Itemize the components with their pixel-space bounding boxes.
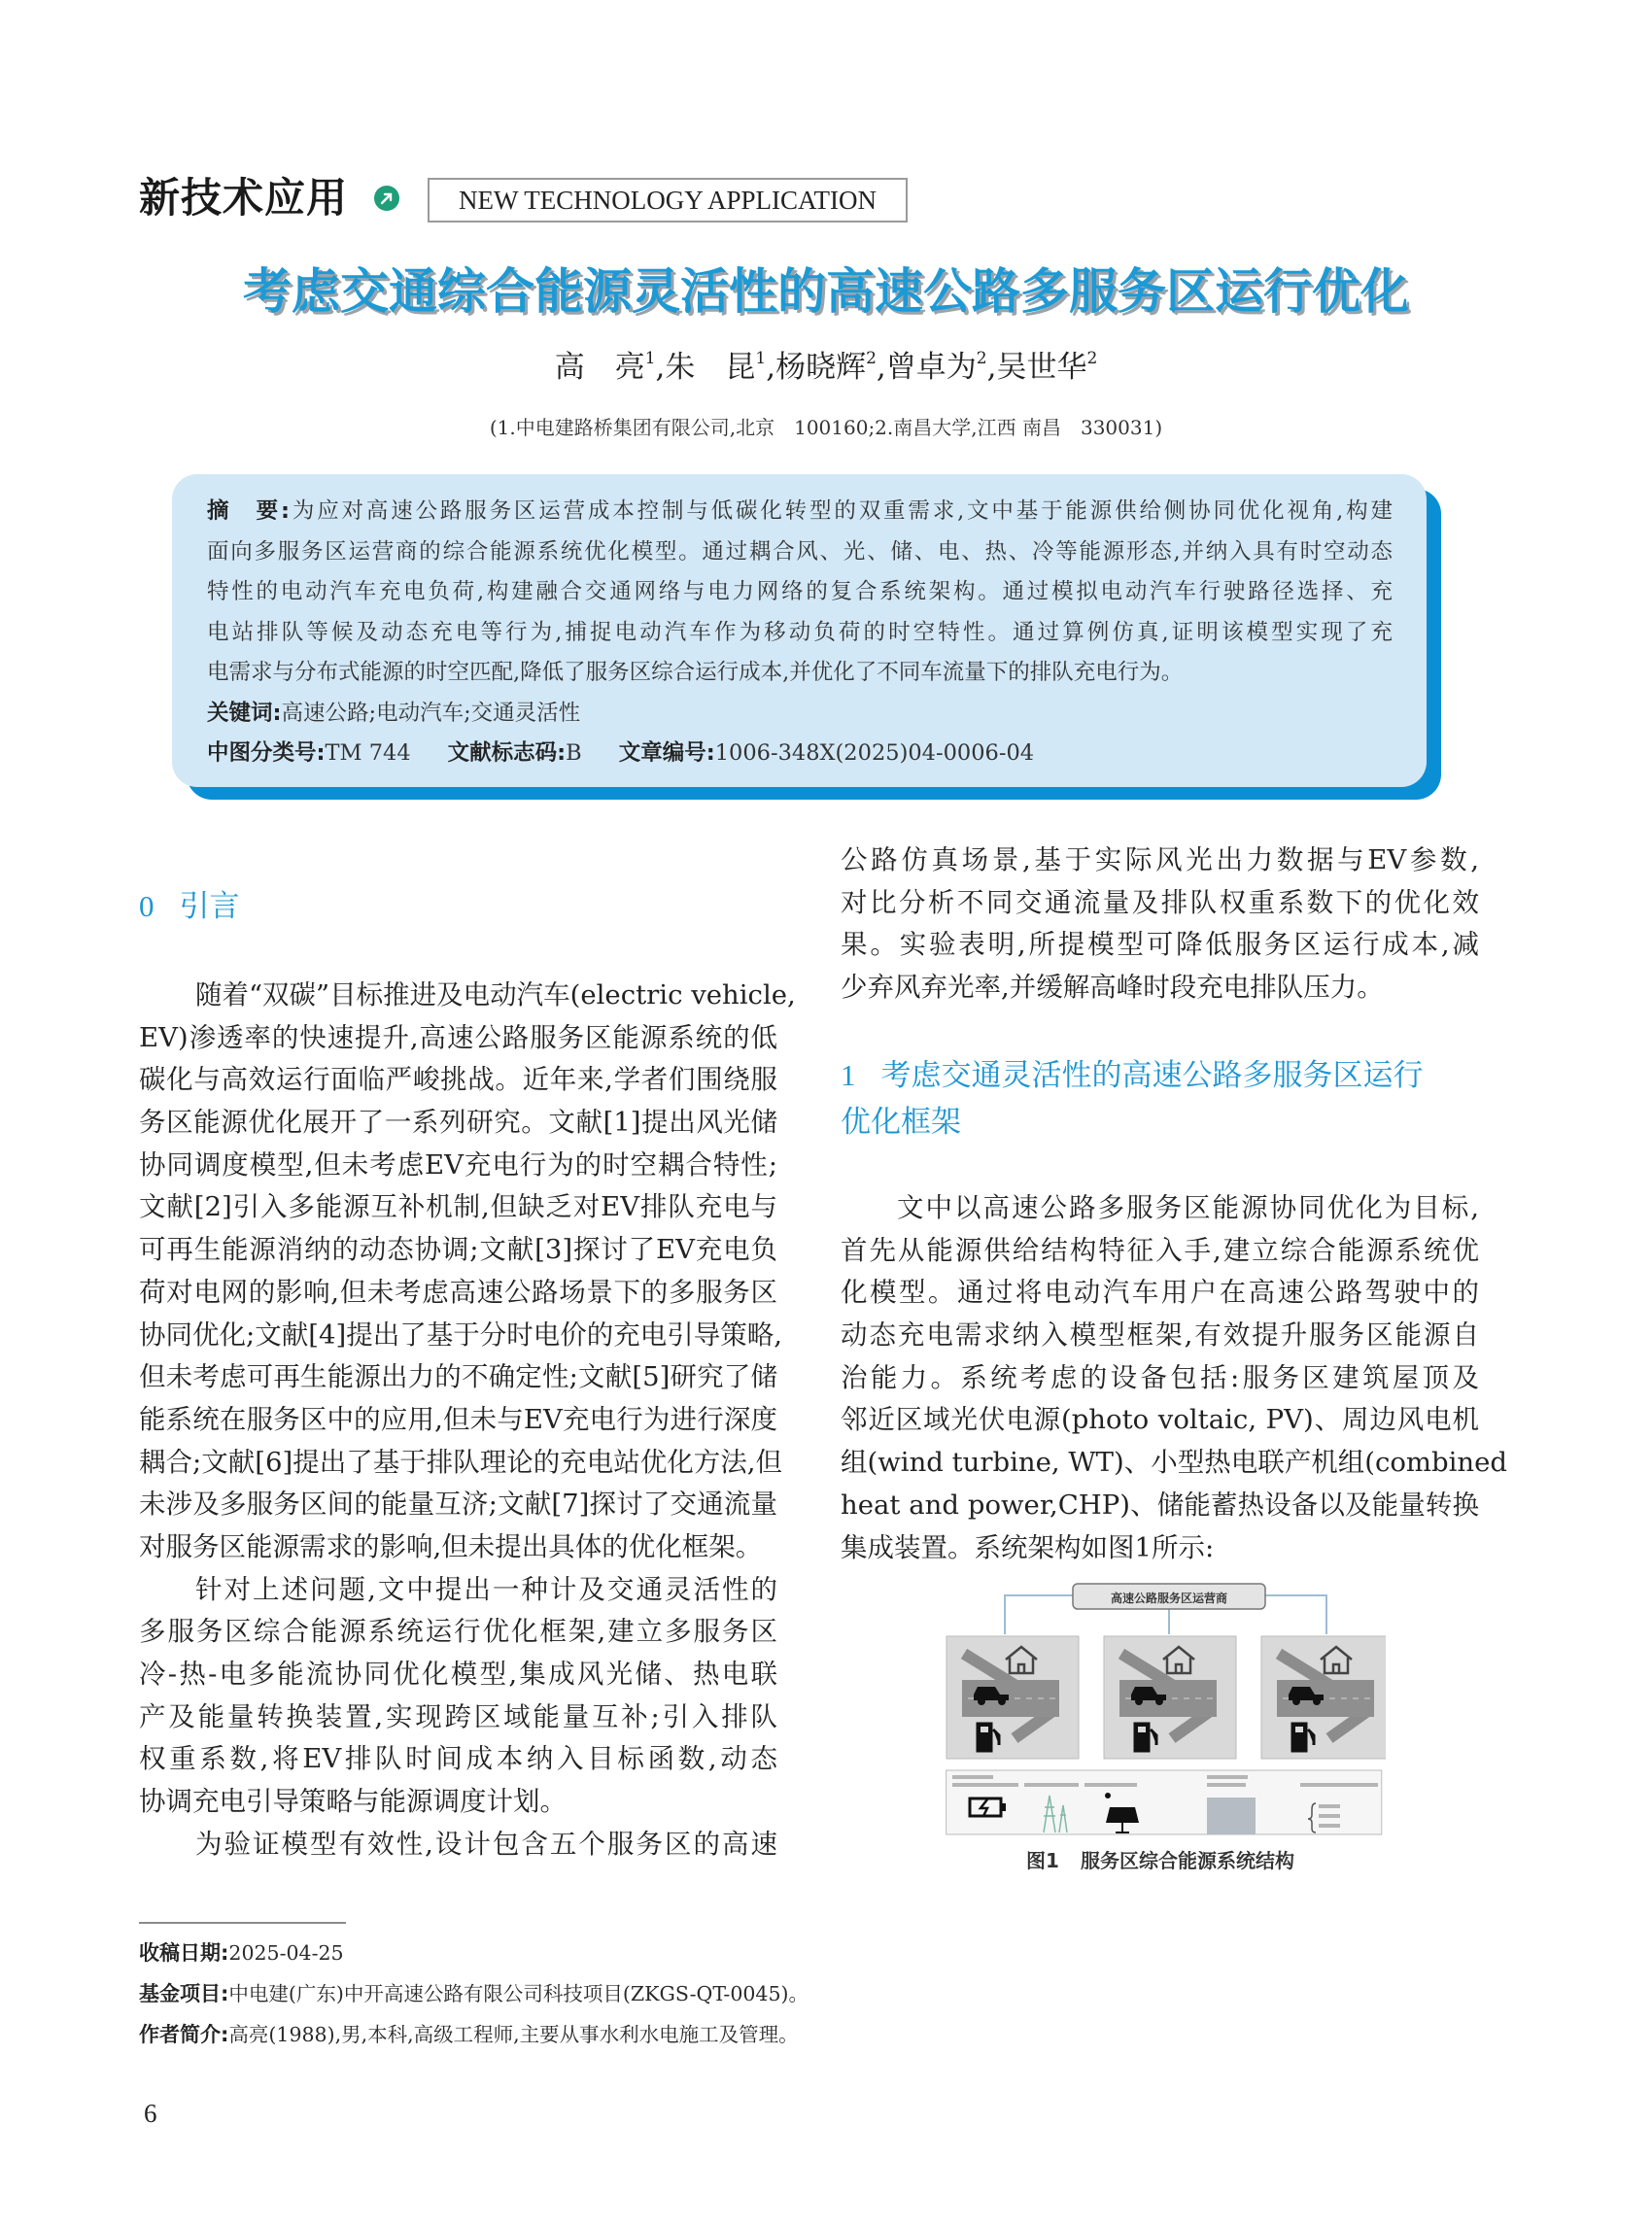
doc-code-label: 文献标志码:	[447, 740, 567, 766]
queue-photo-icon	[1207, 1798, 1256, 1834]
text-line: 果。实验表明,所提模型可降低服务区运行成本,减	[841, 929, 1479, 961]
column-name-en: NEW TECHNOLOGY APPLICATION	[428, 178, 908, 223]
abstract-line: 面向多服务区运营商的综合能源系统优化模型。通过耦合风、光、储、电、热、冷等能源形态,并纳入具有时空动态	[207, 538, 1393, 565]
section-title-line: 优化框架	[841, 1105, 961, 1140]
operator-label: 高速公路服务区运营商	[1110, 1592, 1228, 1605]
figure-caption-text: 服务区综合能源系统结构	[1080, 1849, 1294, 1872]
author-bio-label: 作者简介:	[139, 2023, 229, 2046]
author-separator: ,	[766, 350, 776, 385]
text-line: 随着“双碳”目标推进及电动汽车(electric vehicle,	[195, 979, 796, 1010]
author-separator: ,	[655, 350, 666, 385]
text-line: 能系统在服务区中的应用,但未与EV充电行为进行深度	[139, 1403, 777, 1435]
article-no-value: 1006-348X(2025)04-0006-04	[714, 740, 1035, 766]
article-no-label: 文章编号:	[618, 740, 715, 766]
column-name: 新技术应用	[139, 174, 349, 222]
author-affiliation-mark: 1	[755, 349, 767, 368]
author-list	[0, 346, 1652, 389]
fund-project	[139, 1979, 809, 2008]
text-line: 耦合;文献[6]提出了基于排队理论的充电站优化方法,但	[139, 1446, 782, 1478]
author-name: 朱 昆	[665, 350, 756, 385]
text-line: 碳化与高效运行面临严峻挑战。近年来,学者们围绕服	[139, 1064, 777, 1096]
author-affiliation-mark: 1	[644, 349, 656, 368]
abstract-label: 摘 要:	[207, 498, 291, 524]
text-line: 荷对电网的影响,但未考虑高速公路场景下的多服务区	[139, 1276, 777, 1308]
text-line: 对服务区能源需求的影响,但未提出具体的优化框架。	[139, 1530, 763, 1562]
fund-value: 中电建(广东)中开高速公路有限公司科技项目(ZKGS-QT-0045)。	[228, 1982, 809, 2005]
text-line: 文献[2]引入多能源互补机制,但缺乏对EV排队充电与	[139, 1191, 777, 1223]
service-area-panel	[1261, 1636, 1386, 1759]
arrow-up-right-circle-icon	[374, 186, 399, 211]
page-number: 6	[144, 2099, 157, 2128]
doc-code-value: B	[566, 740, 582, 766]
author-bio	[139, 2020, 799, 2049]
keywords-row	[207, 694, 1393, 735]
section-title-line: 考虑交通灵活性的高速公路多服务区运行	[880, 1058, 1424, 1093]
text-line: 多服务区综合能源系统运行优化框架,建立多服务区	[139, 1616, 777, 1648]
keywords-label: 关键词:	[207, 700, 282, 726]
section-number: 1	[841, 1058, 856, 1092]
text-line: 文中以高速公路多服务区能源协同优化为目标,	[897, 1192, 1479, 1223]
figure-1	[935, 1578, 1386, 1838]
author-name: 吴世华	[996, 350, 1087, 385]
text-line: 集成装置。系统架构如图1所示:	[841, 1531, 1215, 1563]
abstract	[207, 492, 1393, 774]
abstract-line: 电站排队等候及动态充电等行为,捕捉电动汽车作为移动负荷的时空特性。通过算例仿真,证明该模型实现了充	[207, 619, 1393, 645]
text-line: 协调充电引导策略与能源调度计划。	[139, 1786, 567, 1818]
clc-label: 中图分类号:	[207, 740, 326, 766]
text-line: 公路仿真场景,基于实际风光出力数据与EV参数,	[841, 844, 1479, 875]
text-line: 对比分析不同交通流量及排队权重系数下的优化效	[841, 886, 1479, 918]
system-structure-diagram	[935, 1578, 1386, 1838]
article-title: 考虑交通综合能源灵活性的高速公路多服务区运行优化	[243, 263, 1409, 320]
footnote-divider	[139, 1922, 346, 1924]
author-name: 杨晓辉	[775, 350, 867, 385]
section-heading-intro	[139, 884, 240, 929]
text-line: 动态充电需求纳入模型框架,有效提升服务区能源自	[841, 1319, 1479, 1352]
text-line: 未涉及多服务区间的能量互济;文献[7]探讨了交通流量	[139, 1489, 777, 1521]
text-line: 可再生能源消纳的动态协调;文献[3]探讨了EV充电负	[139, 1234, 777, 1266]
framework-paragraph-1	[841, 1187, 1507, 1569]
author-affiliation-mark: 2	[976, 349, 987, 368]
clc-value: TM 744	[325, 740, 411, 766]
classification-row	[207, 734, 1393, 774]
service-area-panel	[946, 1636, 1079, 1759]
service-area-panel	[1104, 1636, 1236, 1759]
figure-caption	[935, 1846, 1386, 1875]
fund-label: 基金项目:	[139, 1982, 229, 2005]
section-title: 引言	[179, 889, 240, 924]
text-line: 为验证模型有效性,设计包含五个服务区的高速	[195, 1828, 777, 1860]
section-heading-framework	[841, 1053, 1479, 1145]
author-separator: ,	[876, 350, 886, 385]
received-date	[139, 1938, 344, 1968]
text-line: 化模型。通过将电动汽车用户在高速公路驾驶中的	[841, 1277, 1479, 1309]
text-line: 首先从能源供给结构特征入手,建立综合能源系统优	[841, 1234, 1479, 1266]
figure-number: 图1	[1026, 1849, 1059, 1872]
author-bio-value: 高亮(1988),男,本科,高级工程师,主要从事水利水电施工及管理。	[228, 2023, 799, 2046]
intro-paragraph-3-continued	[841, 839, 1479, 1010]
text-line: 权重系数,将EV排队时间成本纳入目标函数,动态	[139, 1743, 777, 1775]
energy-legend-panel	[946, 1770, 1382, 1834]
text-line: heat and power,CHP)、储能蓄热设备以及能量转换	[841, 1489, 1479, 1521]
text-line: 邻近区域光伏电源(photo voltaic, PV)、周边风电机	[841, 1404, 1479, 1436]
abstract-line: 为应对高速公路服务区运营成本控制与低碳化转型的双重需求,文中基于能源供给侧协同优化视角,构建	[290, 498, 1394, 524]
author-name: 曾卓为	[885, 350, 977, 385]
received-label: 收稿日期:	[139, 1941, 229, 1965]
abstract-line: 特性的电动汽车充电负荷,构建融合交通网络与电力网络的复合系统架构。通过模拟电动汽车行驶路径选择、充	[207, 579, 1393, 604]
text-line: 组(wind turbine, WT)、小型热电联产机组(combined	[841, 1447, 1507, 1479]
text-line: 少弃风弃光率,并缓解高峰时段充电排队压力。	[841, 972, 1384, 1004]
text-line: 产及能量转换装置,实现跨区域能量互补;引入排队	[139, 1700, 777, 1732]
author-affiliation-mark: 2	[1086, 349, 1098, 368]
text-line: 冷-热-电多能流协同优化模型,集成风光储、热电联	[139, 1659, 777, 1690]
section-number: 0	[139, 889, 155, 923]
intro-paragraph-1	[139, 975, 796, 1866]
author-separator: ,	[986, 350, 997, 385]
text-line: EV)渗透率的快速提升,高速公路服务区能源系统的低	[139, 1021, 777, 1053]
text-line: 治能力。系统考虑的设备包括:服务区建筑屋顶及	[841, 1361, 1479, 1393]
text-line: 协同调度模型,但未考虑EV充电行为的时空耦合特性;	[139, 1148, 777, 1181]
affiliations: (1.中电建路桥集团有限公司,北京 100160;2.南昌大学,江西 南昌 330031)	[489, 416, 1163, 439]
text-line: 务区能源优化展开了一系列研究。文献[1]提出风光储	[139, 1107, 777, 1139]
text-line: 但未考虑可再生能源出力的不确定性;文献[5]研究了储	[139, 1361, 777, 1393]
author-name: 高 亮	[554, 350, 645, 385]
keywords: 高速公路;电动汽车;交通灵活性	[281, 700, 581, 726]
text-line: 协同优化;文献[4]提出了基于分时电价的充电引导策略,	[139, 1318, 782, 1351]
text-line: 针对上述问题,文中提出一种计及交通灵活性的	[195, 1573, 777, 1605]
abstract-line: 电需求与分布式能源的时空匹配,降低了服务区综合运行成本,并优化了不同车流量下的排队充电行为。	[207, 660, 1184, 685]
received-value: 2025-04-25	[228, 1941, 344, 1965]
author-affiliation-mark: 2	[866, 349, 877, 368]
